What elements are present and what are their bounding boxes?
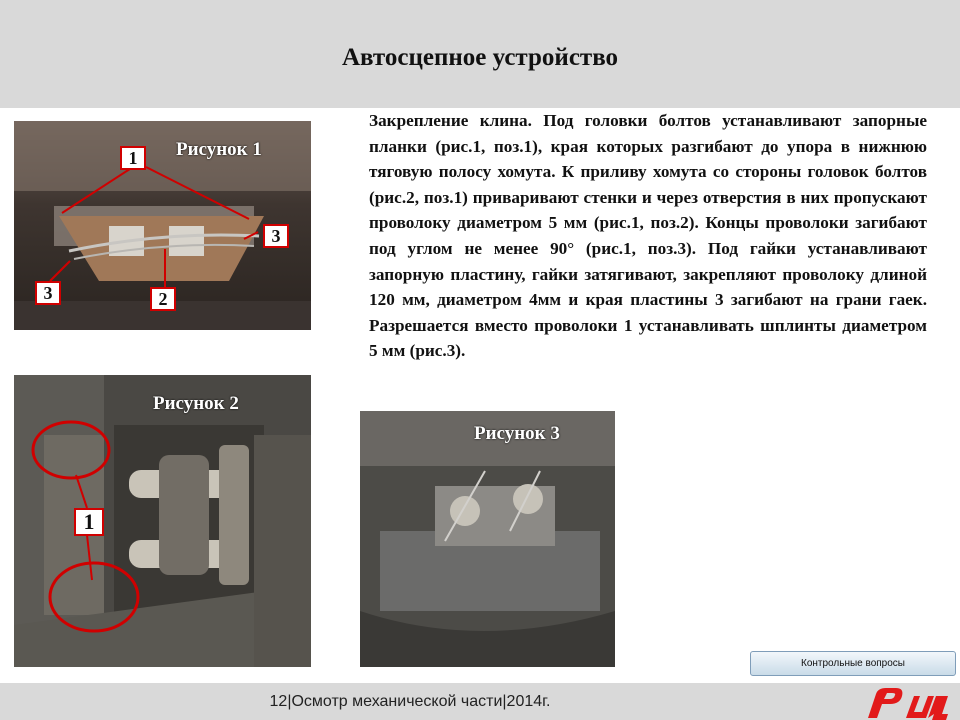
rzd-logo-icon [862,684,952,720]
figure-2-label: Рисунок 2 [153,393,239,414]
slide-title: Автосцепное устройство [341,44,619,71]
figure-1-callout-1: 1 [120,146,146,170]
figure-1-callout-3-right: 3 [263,224,289,248]
figure-1-callout-2: 2 [150,287,176,311]
quiz-questions-button[interactable]: Контрольные вопросы [750,651,956,676]
figure-1-callout-3-left: 3 [35,281,61,305]
figure-1-label: Рисунок 1 [176,139,262,160]
figure-2-callout-1: 1 [74,508,104,536]
figure-2-annotations [14,375,311,667]
figure-3-label: Рисунок 3 [474,423,560,444]
body-text: Закрепление клина. Под головки болтов устанавливают запорные планки (рис.1, поз.1), края которых разгибают до упора в нижнюю тяговую полосу хомута. К приливу хомута со стороны головок болтов (рис.2, поз.1) приваривают стенки и через отверстия в них пропускают проволоку диаметром 5 мм (рис.1, поз.2). Концы проволоки загибают под углом не менее 90° (рис.1, поз.3). Под гайки устанавливают запорную пластину, гайки затягивают, закрепляют проволоку длиной 120 мм, диаметром 4мм и края пластины 3 загибают на грани гаек. Разрешается вместо проволоки 1 устанавливать шплинты диаметром 5 мм (рис.3). [369,111,927,361]
figure-3-photo [360,411,615,667]
footer-text: 12|Осмотр механической части|2014г. [269,693,551,710]
